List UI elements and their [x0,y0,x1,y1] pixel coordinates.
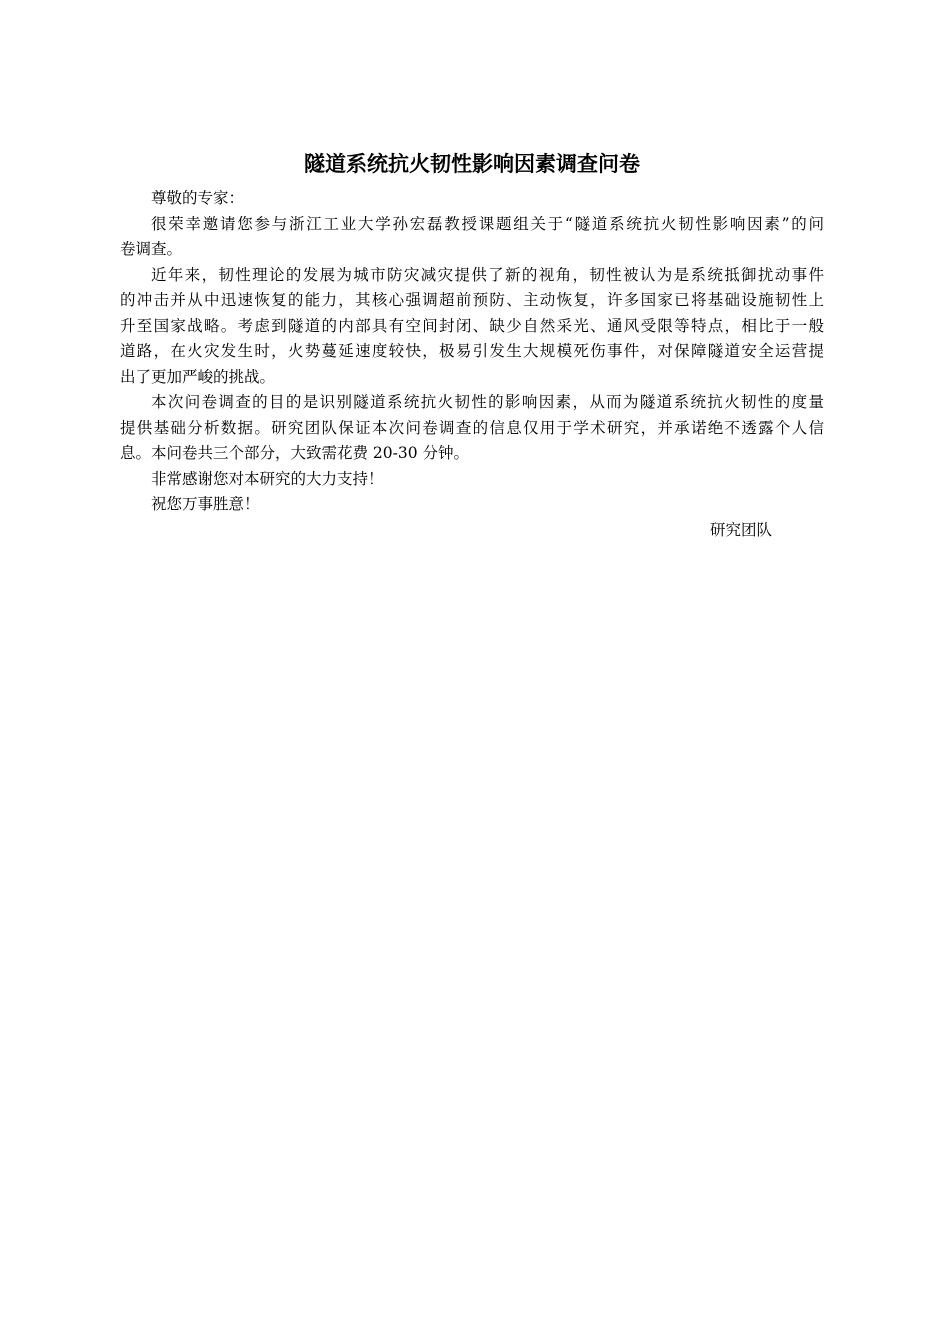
paragraph-line: 出了更加严峻的挑战。 [120,367,276,386]
paragraph-purpose [120,390,824,467]
paragraph-line: 提供基础分析数据。研究团队保证本次问卷调查的信息仅用于学术研究，并承诺绝不透露个人信 [120,418,824,437]
document-page [120,146,824,543]
document-title: 隧道系统抗火韧性影响因素调查问卷 [304,152,640,176]
paragraph-line: 升至国家战略。考虑到隧道的内部具有空间封闭、缺少自然采光、通风受限等特点，相比于一般 [120,316,824,335]
paragraph-line: 息。本问卷共三个部分，大致需花费 20-30 分钟。 [120,444,470,462]
paragraph-line: 本次问卷调查的目的是识别隧道系统抗火韧性的影响因素，从而为隧道系统抗火韧性的度量 [151,393,824,411]
paragraph-invitation [120,212,824,263]
paragraph-line: 卷调查。 [120,240,183,258]
paragraph-line: 道路，在火灾发生时，火势蔓延速度较快，极易引发生大规模死伤事件，对保障隧道安全运营提 [120,342,824,360]
signature: 研究团队 [709,520,772,539]
paragraph-line: 的冲击并从中迅速恢复的能力，其核心强调超前预防、主动恢复，许多国家已将基础设施韧性上 [120,291,824,309]
paragraph-line: 很荣幸邀请您参与浙江工业大学孙宏磊教授课题组关于“隧道系统抗火韧性影响因素”的问 [151,214,824,233]
paragraph-background [120,263,824,391]
thanks-line: 非常感谢您对本研究的大力支持！ [151,469,384,488]
paragraph-line: 近年来，韧性理论的发展为城市防灾减灾提供了新的视角，韧性被认为是系统抵御扰动事件 [151,265,824,284]
document-body [120,186,824,518]
greeting: 尊敬的专家： [151,189,245,207]
wishes-line: 祝您万事胜意！ [151,495,260,513]
